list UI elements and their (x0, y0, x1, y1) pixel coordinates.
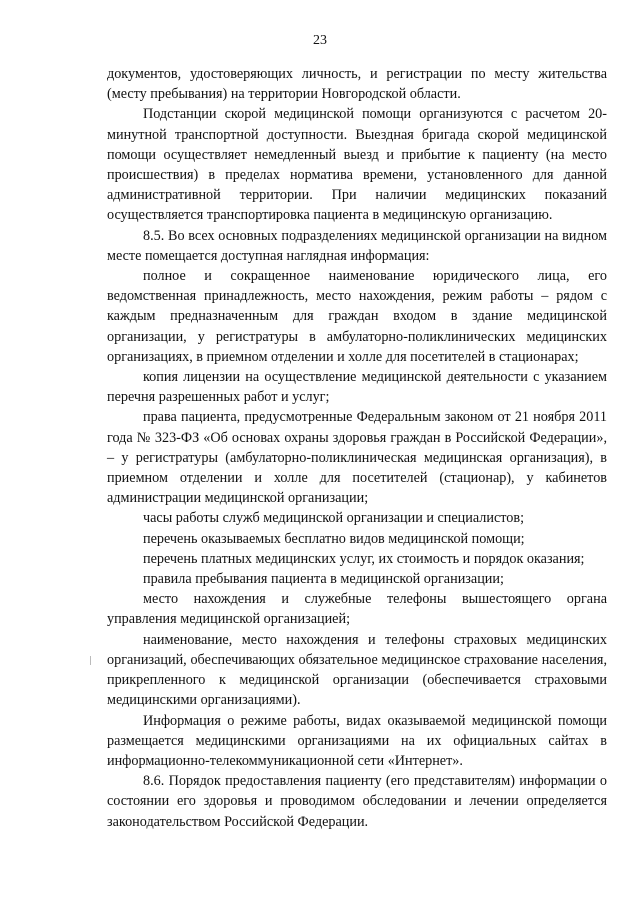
list-item-free-care: перечень оказываемых бесплатно видов медицинской помощи; (143, 530, 525, 547)
document-body (107, 64, 607, 832)
page-number: 23 (313, 33, 327, 48)
list-item-stay-rules: правила пребывания пациента в медицинской организации; (143, 571, 504, 588)
paragraph-substations: Подстанции скорой медицинской помощи организуются с расчетом 20-минутной транспортной доступности. Выездная бригада скорой медицинской помощи осуществляет немедленный выезд и прибытие к пациенту (на место происшествия) в пределах норматива времени, установленного для данной административной территории. При наличии медицинских показаний осуществляется транспортировка пациента в медицинскую организацию. (107, 106, 607, 224)
list-item-license: копия лицензии на осуществление медицинской деятельности с указанием перечня разрешенных работ и услуг; (107, 369, 607, 406)
scan-artifact (90, 656, 91, 665)
paragraph-website-info: Информация о режиме работы, видах оказываемой медицинской помощи размещается медицинскими организациями на их официальных сайтах в информационно-телекоммуникационной сети «Интернет». (107, 712, 607, 769)
paragraph-section-8-5: 8.5. Во всех основных подразделениях медицинской организации на видном месте помещается доступная наглядная информация: (107, 227, 607, 264)
paragraph-section-8-6: 8.6. Порядок предоставления пациенту (его представителям) информации о состоянии его здоровья и проводимом обследовании и лечении определяется законодательством Российской Федерации. (107, 773, 607, 830)
list-item-paid-services: перечень платных медицинских услуг, их стоимость и порядок оказания; (143, 550, 585, 567)
list-item-governing-body: место нахождения и служебные телефоны вышестоящего органа управления медицинской организацией; (107, 591, 607, 628)
list-item-patient-rights: права пациента, предусмотренные Федеральным законом от 21 ноября 2011 года № 323-ФЗ «Об основах охраны здоровья граждан в Российской Федерации», – у регистратуры (амбулаторно-поликлиническая медицинская организация), в приемном отделении и холле для посетителей (стационар), у кабинетов администрации медицинской организации; (107, 409, 607, 507)
list-item-legal-name: полное и сокращенное наименование юридического лица, его ведомственная принадлежность, место нахождения, режим работы – рядом с каждым предназначенным для граждан входом в здание медицинской организации, у регистратуры в амбулаторно-поликлинических медицинских организациях, в приемном отделении и холле для посетителей в стационарах; (107, 268, 607, 365)
list-item-working-hours: часы работы служб медицинской организации и специалистов; (143, 510, 525, 527)
paragraph-continuation: документов, удостоверяющих личность, и регистрации по месту жительства (месту пребывания) на территории Новгородской области. (107, 66, 607, 103)
list-item-insurers: наименование, место нахождения и телефоны страховых медицинских организаций, обеспечивающих обязательное медицинское страхование населения, прикрепленного к медицинской организации (обеспечивается страховыми медицинскими организациями). (107, 631, 607, 709)
